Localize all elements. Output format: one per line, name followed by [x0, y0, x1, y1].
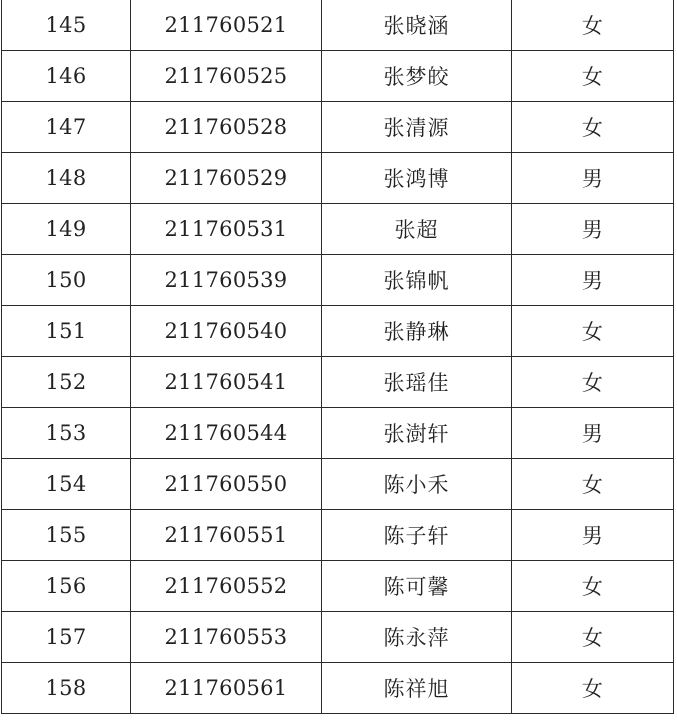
cell-student-name: 张瑶佳	[322, 357, 512, 408]
cell-gender: 女	[512, 357, 674, 408]
cell-student-id: 211760561	[131, 663, 322, 714]
cell-seq-number: 155	[2, 510, 131, 561]
cell-student-name: 张鸿博	[322, 153, 512, 204]
table-row	[2, 561, 674, 612]
cell-student-id: 211760521	[131, 0, 322, 51]
cell-student-id: 211760552	[131, 561, 322, 612]
cell-student-id: 211760528	[131, 102, 322, 153]
table-row	[2, 255, 674, 306]
cell-gender: 女	[512, 306, 674, 357]
cell-student-id: 211760551	[131, 510, 322, 561]
cell-student-id: 211760529	[131, 153, 322, 204]
cell-gender: 男	[512, 510, 674, 561]
cell-gender: 女	[512, 663, 674, 714]
cell-gender: 女	[512, 51, 674, 102]
table-row	[2, 306, 674, 357]
cell-gender: 女	[512, 612, 674, 663]
cell-gender: 男	[512, 153, 674, 204]
cell-student-id: 211760544	[131, 408, 322, 459]
cell-student-id: 211760531	[131, 204, 322, 255]
cell-seq-number: 154	[2, 459, 131, 510]
cell-seq-number: 158	[2, 663, 131, 714]
cell-student-name: 陈可馨	[322, 561, 512, 612]
cell-student-id: 211760540	[131, 306, 322, 357]
cell-seq-number: 149	[2, 204, 131, 255]
cell-gender: 男	[512, 255, 674, 306]
cell-student-id: 211760539	[131, 255, 322, 306]
table-row	[2, 204, 674, 255]
cell-student-name: 张澍轩	[322, 408, 512, 459]
cell-gender: 女	[512, 0, 674, 51]
cell-student-name: 陈祥旭	[322, 663, 512, 714]
table-row	[2, 459, 674, 510]
cell-gender: 女	[512, 102, 674, 153]
cell-seq-number: 146	[2, 51, 131, 102]
cell-student-name: 张锦帆	[322, 255, 512, 306]
cell-gender: 男	[512, 408, 674, 459]
cell-seq-number: 145	[2, 0, 131, 51]
cell-student-name: 张静琳	[322, 306, 512, 357]
cell-seq-number: 148	[2, 153, 131, 204]
cell-student-name: 张梦皎	[322, 51, 512, 102]
table-row	[2, 102, 674, 153]
cell-seq-number: 151	[2, 306, 131, 357]
cell-seq-number: 152	[2, 357, 131, 408]
cell-student-name: 陈永萍	[322, 612, 512, 663]
roster-body	[2, 0, 674, 714]
cell-student-name: 张超	[322, 204, 512, 255]
cell-student-id: 211760541	[131, 357, 322, 408]
table-row	[2, 663, 674, 714]
table-row	[2, 408, 674, 459]
table-row	[2, 357, 674, 408]
cell-student-name: 陈小禾	[322, 459, 512, 510]
cell-student-name: 张清源	[322, 102, 512, 153]
student-roster-table	[1, 0, 674, 714]
cell-student-id: 211760525	[131, 51, 322, 102]
cell-seq-number: 157	[2, 612, 131, 663]
cell-gender: 女	[512, 561, 674, 612]
table-row	[2, 153, 674, 204]
cell-seq-number: 147	[2, 102, 131, 153]
cell-seq-number: 153	[2, 408, 131, 459]
table-row	[2, 510, 674, 561]
cell-gender: 女	[512, 459, 674, 510]
cell-student-id: 211760553	[131, 612, 322, 663]
cell-student-name: 陈子轩	[322, 510, 512, 561]
cell-student-name: 张晓涵	[322, 0, 512, 51]
cell-seq-number: 150	[2, 255, 131, 306]
cell-gender: 男	[512, 204, 674, 255]
cell-student-id: 211760550	[131, 459, 322, 510]
table-row	[2, 51, 674, 102]
table-row	[2, 612, 674, 663]
cell-seq-number: 156	[2, 561, 131, 612]
table-row	[2, 0, 674, 51]
